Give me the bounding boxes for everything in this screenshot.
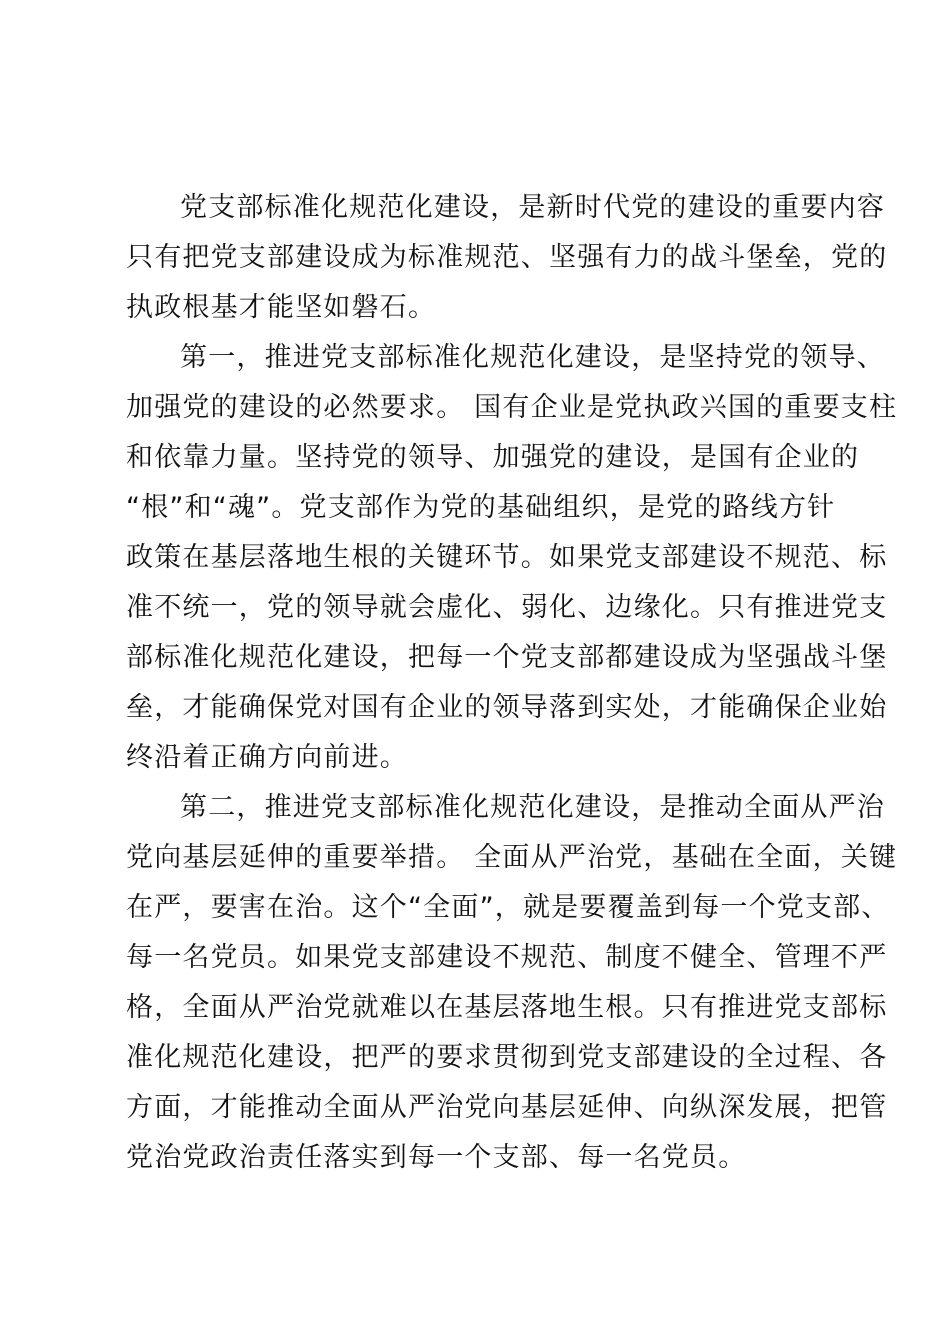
text-line: 执政根基才能坚如磐石。 xyxy=(126,292,437,323)
text-line: 第一，推进党支部标准化规范化建设，是坚持党的领导、 xyxy=(180,342,885,373)
text-line: 垒，才能确保党对国有企业的领导落到实处，才能确保企业始 xyxy=(126,692,888,723)
paragraph-second xyxy=(126,783,898,1183)
text-line: 准不统一，党的领导就会虚化、弱化、边缘化。只有推进党支 xyxy=(126,592,888,623)
text-line: 方面，才能推动全面从严治党向基层延伸、向纵深发展，把管 xyxy=(126,1092,888,1123)
text-line: 准化规范化建设，把严的要求贯彻到党支部建设的全过程、各 xyxy=(126,1042,888,1073)
document-body xyxy=(126,183,898,1183)
text-line: 党向基层延伸的重要举措。 全面从严治党，基础在全面，关键 xyxy=(126,842,898,873)
text-line: 党治党政治责任落实到每一个支部、每一名党员。 xyxy=(126,1142,747,1173)
text-line: 格，全面从严治党就难以在基层落地生根。只有推进党支部标 xyxy=(126,992,888,1023)
text-line: 政策在基层落地生根的关键环节。如果党支部建设不规范、标 xyxy=(126,542,888,573)
text-line: “根”和“魂”。党支部作为党的基础组织，是党的路线方针 xyxy=(126,492,836,523)
text-line: 部标准化规范化建设，把每一个党支部都建设成为坚强战斗堡 xyxy=(126,642,888,673)
text-line: 加强党的建设的必然要求。 国有企业是党执政兴国的重要支柱 xyxy=(126,392,898,423)
text-line: 党支部标准化规范化建设，是新时代党的建设的重要内容 xyxy=(180,192,885,223)
text-line: 第二，推进党支部标准化规范化建设，是推动全面从严治 xyxy=(180,792,885,823)
text-line: 只有把党支部建设成为标准规范、坚强有力的战斗堡垒，党的 xyxy=(126,242,888,273)
text-line: 终沿着正确方向前进。 xyxy=(126,742,408,773)
paragraph-intro xyxy=(126,183,888,333)
text-line: 和依靠力量。坚持党的领导、加强党的建设，是国有企业的 xyxy=(126,442,860,473)
paragraph-first xyxy=(126,333,898,783)
text-line: 在严，要害在治。这个“全面”，就是要覆盖到每一个党支部、 xyxy=(126,892,890,923)
text-line: 每一名党员。如果党支部建设不规范、制度不健全、管理不严 xyxy=(126,942,888,973)
